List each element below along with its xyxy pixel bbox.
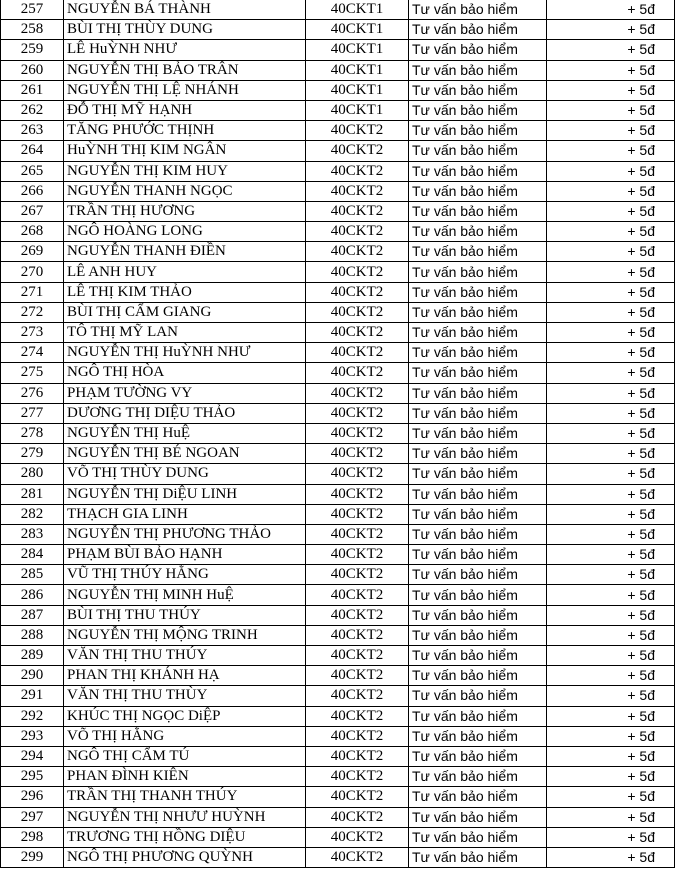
row-number-cell: 298 (1, 827, 64, 847)
student-name-cell: NGÔ HOÀNG LONG (64, 222, 306, 242)
points-awarded-cell: + 5đ (547, 141, 675, 161)
class-code-cell: 40CKT2 (306, 161, 409, 181)
participant-table-body (1, 0, 675, 868)
activity-name-cell: Tư vấn bảo hiểm (409, 20, 547, 40)
row-number-cell: 270 (1, 262, 64, 282)
activity-name-cell: Tư vấn bảo hiểm (409, 746, 547, 766)
table-row (1, 827, 675, 847)
row-number-cell: 291 (1, 686, 64, 706)
activity-name-cell: Tư vấn bảo hiểm (409, 706, 547, 726)
table-row (1, 60, 675, 80)
activity-name-cell: Tư vấn bảo hiểm (409, 181, 547, 201)
row-number-cell: 257 (1, 0, 64, 20)
points-awarded-cell: + 5đ (547, 605, 675, 625)
points-awarded-cell: + 5đ (547, 343, 675, 363)
table-row (1, 847, 675, 867)
activity-name-cell: Tư vấn bảo hiểm (409, 767, 547, 787)
points-awarded-cell: + 5đ (547, 565, 675, 585)
points-awarded-cell: + 5đ (547, 100, 675, 120)
class-code-cell: 40CKT1 (306, 40, 409, 60)
class-code-cell: 40CKT2 (306, 484, 409, 504)
table-row (1, 161, 675, 181)
class-code-cell: 40CKT2 (306, 565, 409, 585)
class-code-cell: 40CKT2 (306, 827, 409, 847)
activity-name-cell: Tư vấn bảo hiểm (409, 625, 547, 645)
activity-name-cell: Tư vấn bảo hiểm (409, 423, 547, 443)
points-awarded-cell: + 5đ (547, 464, 675, 484)
table-row (1, 323, 675, 343)
class-code-cell: 40CKT2 (306, 323, 409, 343)
row-number-cell: 269 (1, 242, 64, 262)
points-awarded-cell: + 5đ (547, 625, 675, 645)
row-number-cell: 273 (1, 323, 64, 343)
class-code-cell: 40CKT2 (306, 181, 409, 201)
class-code-cell: 40CKT2 (306, 262, 409, 282)
row-number-cell: 293 (1, 726, 64, 746)
student-name-cell: LÊ THỊ KIM THẢO (64, 282, 306, 302)
table-row (1, 767, 675, 787)
class-code-cell: 40CKT2 (306, 121, 409, 141)
points-awarded-cell: + 5đ (547, 302, 675, 322)
activity-name-cell: Tư vấn bảo hiểm (409, 80, 547, 100)
student-name-cell: NGUYỄN THANH ĐIỀN (64, 242, 306, 262)
class-code-cell: 40CKT2 (306, 504, 409, 524)
student-name-cell: NGUYỄN THANH NGỌC (64, 181, 306, 201)
row-number-cell: 278 (1, 423, 64, 443)
table-row (1, 646, 675, 666)
table-row (1, 706, 675, 726)
table-row (1, 423, 675, 443)
row-number-cell: 264 (1, 141, 64, 161)
student-name-cell: NGUYỄN THỊ HuỲNH NHƯ (64, 343, 306, 363)
student-name-cell: NGÔ THỊ HÒA (64, 363, 306, 383)
table-row (1, 282, 675, 302)
row-number-cell: 259 (1, 40, 64, 60)
table-row (1, 343, 675, 363)
points-awarded-cell: + 5đ (547, 323, 675, 343)
class-code-cell: 40CKT2 (306, 464, 409, 484)
class-code-cell: 40CKT2 (306, 545, 409, 565)
table-row (1, 585, 675, 605)
student-name-cell: HuỲNH THỊ KIM NGÂN (64, 141, 306, 161)
student-name-cell: DƯƠNG THỊ DIỆU THẢO (64, 403, 306, 423)
row-number-cell: 282 (1, 504, 64, 524)
points-awarded-cell: + 5đ (547, 121, 675, 141)
row-number-cell: 299 (1, 847, 64, 867)
student-name-cell: NGUYỄN THỊ DiỆU LINH (64, 484, 306, 504)
activity-name-cell: Tư vấn bảo hiểm (409, 201, 547, 221)
table-row (1, 302, 675, 322)
class-code-cell: 40CKT2 (306, 605, 409, 625)
points-awarded-cell: + 5đ (547, 40, 675, 60)
student-name-cell: NGÔ THỊ CẨM TÚ (64, 746, 306, 766)
table-row (1, 201, 675, 221)
table-row (1, 222, 675, 242)
activity-name-cell: Tư vấn bảo hiểm (409, 686, 547, 706)
row-number-cell: 297 (1, 807, 64, 827)
activity-name-cell: Tư vấn bảo hiểm (409, 545, 547, 565)
table-row (1, 40, 675, 60)
student-name-cell: VÕ THỊ HẰNG (64, 726, 306, 746)
activity-name-cell: Tư vấn bảo hiểm (409, 363, 547, 383)
class-code-cell: 40CKT2 (306, 787, 409, 807)
class-code-cell: 40CKT2 (306, 746, 409, 766)
activity-name-cell: Tư vấn bảo hiểm (409, 40, 547, 60)
student-name-cell: NGUYỄN THỊ HuỆ (64, 423, 306, 443)
class-code-cell: 40CKT2 (306, 343, 409, 363)
row-number-cell: 279 (1, 444, 64, 464)
points-awarded-cell: + 5đ (547, 746, 675, 766)
table-row (1, 746, 675, 766)
student-name-cell: VŨ THỊ THÚY HẰNG (64, 565, 306, 585)
table-row (1, 625, 675, 645)
table-row (1, 504, 675, 524)
points-awarded-cell: + 5đ (547, 686, 675, 706)
activity-name-cell: Tư vấn bảo hiểm (409, 484, 547, 504)
table-row (1, 121, 675, 141)
class-code-cell: 40CKT1 (306, 100, 409, 120)
points-awarded-cell: + 5đ (547, 60, 675, 80)
points-awarded-cell: + 5đ (547, 222, 675, 242)
table-row (1, 20, 675, 40)
activity-name-cell: Tư vấn bảo hiểm (409, 282, 547, 302)
points-awarded-cell: + 5đ (547, 726, 675, 746)
class-code-cell: 40CKT2 (306, 423, 409, 443)
student-name-cell: KHÚC THỊ NGỌC DiỆP (64, 706, 306, 726)
class-code-cell: 40CKT2 (306, 282, 409, 302)
table-row (1, 686, 675, 706)
points-awarded-cell: + 5đ (547, 847, 675, 867)
table-row (1, 383, 675, 403)
table-row (1, 242, 675, 262)
class-code-cell: 40CKT1 (306, 80, 409, 100)
class-code-cell: 40CKT2 (306, 524, 409, 544)
student-name-cell: NGUYỄN THỊ BẢO TRÂN (64, 60, 306, 80)
row-number-cell: 294 (1, 746, 64, 766)
class-code-cell: 40CKT2 (306, 666, 409, 686)
student-name-cell: PHAN THỊ KHÁNH HẠ (64, 666, 306, 686)
points-awarded-cell: + 5đ (547, 363, 675, 383)
student-name-cell: PHẠM BÙI BẢO HẠNH (64, 545, 306, 565)
student-name-cell: TRƯƠNG THỊ HỒNG DIỆU (64, 827, 306, 847)
table-row (1, 181, 675, 201)
class-code-cell: 40CKT2 (306, 201, 409, 221)
table-row (1, 363, 675, 383)
row-number-cell: 276 (1, 383, 64, 403)
student-name-cell: NGUYỄN THỊ BÉ NGOAN (64, 444, 306, 464)
row-number-cell: 290 (1, 666, 64, 686)
student-name-cell: LÊ ANH HUY (64, 262, 306, 282)
table-row (1, 444, 675, 464)
row-number-cell: 275 (1, 363, 64, 383)
points-awarded-cell: + 5đ (547, 282, 675, 302)
points-awarded-cell: + 5đ (547, 161, 675, 181)
points-awarded-cell: + 5đ (547, 444, 675, 464)
row-number-cell: 283 (1, 524, 64, 544)
row-number-cell: 261 (1, 80, 64, 100)
table-row (1, 666, 675, 686)
points-awarded-cell: + 5đ (547, 666, 675, 686)
row-number-cell: 266 (1, 181, 64, 201)
activity-name-cell: Tư vấn bảo hiểm (409, 847, 547, 867)
table-row (1, 464, 675, 484)
student-name-cell: NGUYỄN THỊ MỘNG TRINH (64, 625, 306, 645)
table-row (1, 0, 675, 20)
student-name-cell: TĂNG PHƯỚC THỊNH (64, 121, 306, 141)
student-name-cell: NGUYỄN THỊ MINH HuỆ (64, 585, 306, 605)
student-name-cell: VĂN THỊ THU THÙY (64, 686, 306, 706)
row-number-cell: 271 (1, 282, 64, 302)
row-number-cell: 267 (1, 201, 64, 221)
student-name-cell: TRẦN THỊ THANH THÚY (64, 787, 306, 807)
row-number-cell: 268 (1, 222, 64, 242)
table-row (1, 726, 675, 746)
table-row (1, 565, 675, 585)
activity-name-cell: Tư vấn bảo hiểm (409, 343, 547, 363)
points-awarded-cell: + 5đ (547, 403, 675, 423)
activity-name-cell: Tư vấn bảo hiểm (409, 827, 547, 847)
row-number-cell: 286 (1, 585, 64, 605)
points-awarded-cell: + 5đ (547, 787, 675, 807)
points-awarded-cell: + 5đ (547, 242, 675, 262)
class-code-cell: 40CKT2 (306, 141, 409, 161)
points-awarded-cell: + 5đ (547, 706, 675, 726)
activity-name-cell: Tư vấn bảo hiểm (409, 787, 547, 807)
class-code-cell: 40CKT2 (306, 383, 409, 403)
activity-name-cell: Tư vấn bảo hiểm (409, 141, 547, 161)
activity-name-cell: Tư vấn bảo hiểm (409, 302, 547, 322)
row-number-cell: 295 (1, 767, 64, 787)
activity-name-cell: Tư vấn bảo hiểm (409, 0, 547, 20)
activity-name-cell: Tư vấn bảo hiểm (409, 504, 547, 524)
student-name-cell: VĂN THỊ THU THÚY (64, 646, 306, 666)
activity-name-cell: Tư vấn bảo hiểm (409, 646, 547, 666)
activity-name-cell: Tư vấn bảo hiểm (409, 121, 547, 141)
table-row (1, 403, 675, 423)
class-code-cell: 40CKT2 (306, 726, 409, 746)
class-code-cell: 40CKT2 (306, 444, 409, 464)
points-awarded-cell: + 5đ (547, 262, 675, 282)
points-awarded-cell: + 5đ (547, 807, 675, 827)
table-row (1, 545, 675, 565)
activity-name-cell: Tư vấn bảo hiểm (409, 403, 547, 423)
table-row (1, 484, 675, 504)
table-row (1, 100, 675, 120)
row-number-cell: 280 (1, 464, 64, 484)
class-code-cell: 40CKT2 (306, 403, 409, 423)
class-code-cell: 40CKT1 (306, 20, 409, 40)
table-row (1, 141, 675, 161)
table-row (1, 605, 675, 625)
points-awarded-cell: + 5đ (547, 181, 675, 201)
activity-name-cell: Tư vấn bảo hiểm (409, 666, 547, 686)
activity-name-cell: Tư vấn bảo hiểm (409, 444, 547, 464)
table-row (1, 80, 675, 100)
class-code-cell: 40CKT2 (306, 242, 409, 262)
row-number-cell: 285 (1, 565, 64, 585)
points-awarded-cell: + 5đ (547, 484, 675, 504)
activity-name-cell: Tư vấn bảo hiểm (409, 383, 547, 403)
student-name-cell: ĐỖ THỊ MỸ HẠNH (64, 100, 306, 120)
class-code-cell: 40CKT1 (306, 60, 409, 80)
activity-name-cell: Tư vấn bảo hiểm (409, 60, 547, 80)
student-name-cell: VÕ THỊ THÙY DUNG (64, 464, 306, 484)
row-number-cell: 284 (1, 545, 64, 565)
points-awarded-cell: + 5đ (547, 827, 675, 847)
activity-name-cell: Tư vấn bảo hiểm (409, 262, 547, 282)
activity-name-cell: Tư vấn bảo hiểm (409, 161, 547, 181)
activity-name-cell: Tư vấn bảo hiểm (409, 585, 547, 605)
points-awarded-cell: + 5đ (547, 201, 675, 221)
activity-name-cell: Tư vấn bảo hiểm (409, 807, 547, 827)
student-name-cell: BÙI THỊ THÙY DUNG (64, 20, 306, 40)
class-code-cell: 40CKT2 (306, 222, 409, 242)
points-awarded-cell: + 5đ (547, 383, 675, 403)
points-awarded-cell: + 5đ (547, 80, 675, 100)
row-number-cell: 262 (1, 100, 64, 120)
student-name-cell: NGÔ THỊ PHƯƠNG QUỲNH (64, 847, 306, 867)
activity-name-cell: Tư vấn bảo hiểm (409, 524, 547, 544)
student-name-cell: NGUYỄN THỊ NHƯƯ HUỲNH (64, 807, 306, 827)
class-code-cell: 40CKT2 (306, 302, 409, 322)
student-name-cell: THẠCH GIA LINH (64, 504, 306, 524)
student-name-cell: PHAN ĐÌNH KIÊN (64, 767, 306, 787)
row-number-cell: 289 (1, 646, 64, 666)
row-number-cell: 296 (1, 787, 64, 807)
student-name-cell: NGUYỄN THỊ LỆ NHÁNH (64, 80, 306, 100)
points-awarded-cell: + 5đ (547, 20, 675, 40)
student-name-cell: NGUYỄN THỊ KIM HUY (64, 161, 306, 181)
row-number-cell: 263 (1, 121, 64, 141)
student-name-cell: NGUYỄN BÁ THÀNH (64, 0, 306, 20)
student-name-cell: NGUYỄN THỊ PHƯƠNG THẢO (64, 524, 306, 544)
table-row (1, 262, 675, 282)
row-number-cell: 281 (1, 484, 64, 504)
class-code-cell: 40CKT2 (306, 706, 409, 726)
row-number-cell: 260 (1, 60, 64, 80)
class-code-cell: 40CKT2 (306, 363, 409, 383)
student-name-cell: TRẦN THỊ HƯƠNG (64, 201, 306, 221)
activity-name-cell: Tư vấn bảo hiểm (409, 464, 547, 484)
table-row (1, 787, 675, 807)
class-code-cell: 40CKT2 (306, 686, 409, 706)
table-row (1, 524, 675, 544)
row-number-cell: 265 (1, 161, 64, 181)
row-number-cell: 274 (1, 343, 64, 363)
row-number-cell: 277 (1, 403, 64, 423)
class-code-cell: 40CKT2 (306, 646, 409, 666)
activity-name-cell: Tư vấn bảo hiểm (409, 605, 547, 625)
student-name-cell: BÙI THỊ CẨM GIANG (64, 302, 306, 322)
activity-name-cell: Tư vấn bảo hiểm (409, 242, 547, 262)
class-code-cell: 40CKT2 (306, 807, 409, 827)
points-awarded-cell: + 5đ (547, 646, 675, 666)
student-name-cell: BÙI THỊ THU THÚY (64, 605, 306, 625)
activity-name-cell: Tư vấn bảo hiểm (409, 222, 547, 242)
row-number-cell: 287 (1, 605, 64, 625)
class-code-cell: 40CKT2 (306, 625, 409, 645)
class-code-cell: 40CKT2 (306, 847, 409, 867)
activity-name-cell: Tư vấn bảo hiểm (409, 565, 547, 585)
points-awarded-cell: + 5đ (547, 545, 675, 565)
activity-name-cell: Tư vấn bảo hiểm (409, 100, 547, 120)
row-number-cell: 288 (1, 625, 64, 645)
row-number-cell: 272 (1, 302, 64, 322)
row-number-cell: 258 (1, 20, 64, 40)
student-name-cell: TÔ THỊ MỸ LAN (64, 323, 306, 343)
activity-name-cell: Tư vấn bảo hiểm (409, 726, 547, 746)
points-awarded-cell: + 5đ (547, 0, 675, 20)
points-awarded-cell: + 5đ (547, 767, 675, 787)
points-awarded-cell: + 5đ (547, 585, 675, 605)
points-awarded-cell: + 5đ (547, 504, 675, 524)
points-awarded-cell: + 5đ (547, 423, 675, 443)
class-code-cell: 40CKT2 (306, 585, 409, 605)
row-number-cell: 292 (1, 706, 64, 726)
table-row (1, 807, 675, 827)
student-name-cell: LÊ HuỲNH NHƯ (64, 40, 306, 60)
points-awarded-cell: + 5đ (547, 524, 675, 544)
student-name-cell: PHẠM TƯỜNG VY (64, 383, 306, 403)
activity-name-cell: Tư vấn bảo hiểm (409, 323, 547, 343)
class-code-cell: 40CKT1 (306, 0, 409, 20)
class-code-cell: 40CKT2 (306, 767, 409, 787)
